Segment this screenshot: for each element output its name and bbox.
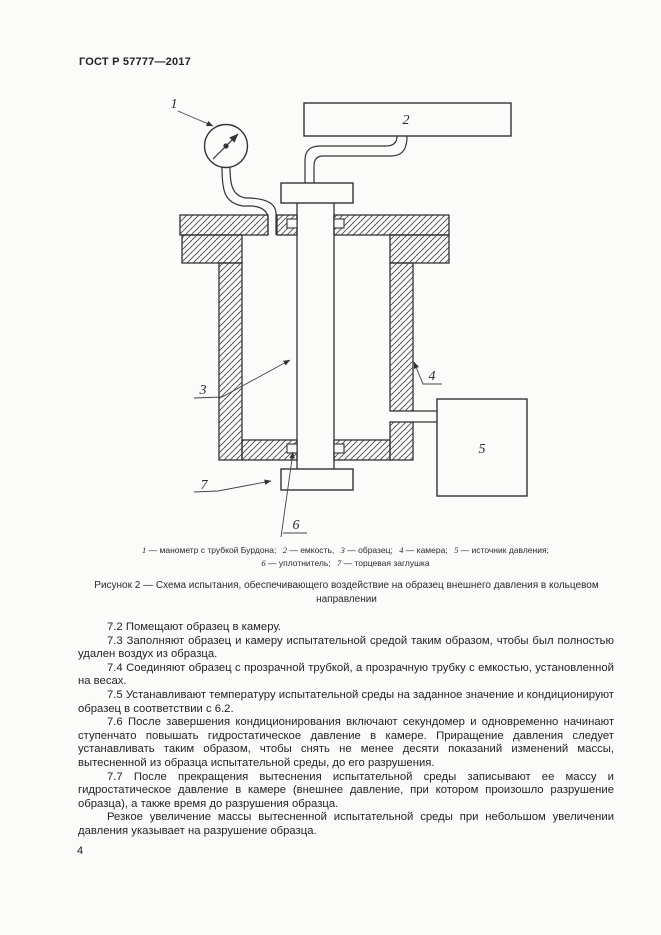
chamber-walls [219, 263, 413, 460]
chamber-floor [242, 440, 390, 460]
label-seal: 6 [292, 518, 300, 533]
legend-item: 4 — камера; [399, 545, 448, 555]
top-end-cap [281, 183, 353, 203]
paragraph-7-4: 7.4 Соединяют образец с прозрачной трубкой, а прозрачную трубку с емкостью, установленной на весах. [78, 661, 614, 688]
paragraph-7-3: 7.3 Заполняют образец и камеру испытательной средой таким образом, чтобы был полностью удален воздух из образца. [78, 634, 614, 661]
legend-item: 7 — торцевая заглушка [337, 558, 430, 568]
paragraph-7-6: 7.6 После завершения кондиционирования включают секундомер и одновременно начинают ступенчато повышать гидростатическое давление в камере. Приращение давления следует устанавливать таким образом, чтобы снять не менее десяти показаний изменений массы, вытесненной из образца испытательной среды, до его разрушения. [78, 716, 614, 769]
seals [287, 219, 344, 453]
pressure-gauge [205, 125, 248, 168]
legend-item: 6 — уплотнитель; [261, 558, 331, 568]
bottom-end-cap [281, 469, 353, 490]
tank-tube [305, 136, 407, 183]
paragraph-7-5: 7.5 Устанавливают температуру испытательной среды на заданное значение и кондиционируют образец в соответствии с 6.2. [78, 688, 614, 715]
figure-caption: Рисунок 2 — Схема испытания, обеспечивающего воздействие на образец внешнего давления в кольцевом направлении [94, 580, 599, 605]
pressure-pipe [413, 411, 437, 422]
figure-legend-line-1 [78, 544, 613, 557]
label-chamber: 4 [428, 369, 436, 384]
legend-item: 1 — манометр с трубкой Бурдона; [142, 545, 277, 555]
page-number: 4 [77, 845, 84, 857]
chamber-flanges [182, 235, 449, 263]
body-text [78, 621, 614, 839]
chamber-lid [180, 215, 449, 235]
legend-item: 5 — источник давления; [454, 545, 549, 555]
paragraph-7-2: 7.2 Помещают образец в камеру. [107, 621, 282, 633]
legend-item: 2 — емкость, [282, 545, 335, 555]
figure-legend-line-2 [78, 557, 613, 570]
standard-code-header: ГОСТ Р 57777—2017 [79, 56, 191, 68]
label-end-cap: 7 [200, 478, 208, 493]
label-specimen: 3 [199, 383, 207, 398]
label-gauge: 1 [170, 97, 178, 112]
paragraph-note: Резкое увеличение массы вытесненной испытательной среды при небольшом увеличении давления указывает на разрушение образца. [78, 811, 614, 837]
paragraph-7-7: 7.7 После прекращения вытеснения испытательной среды записывают ее массу и гидростатическое давление в камере (внешнее давление, при котором произошло разрушение образца), а также время до разрушения образца. [78, 770, 614, 810]
label-tank: 2 [402, 113, 410, 128]
legend-item: 3 — образец; [340, 545, 393, 555]
figure-legend [78, 544, 613, 570]
label-pressure-source: 5 [478, 442, 486, 457]
specimen-tube [297, 203, 334, 469]
